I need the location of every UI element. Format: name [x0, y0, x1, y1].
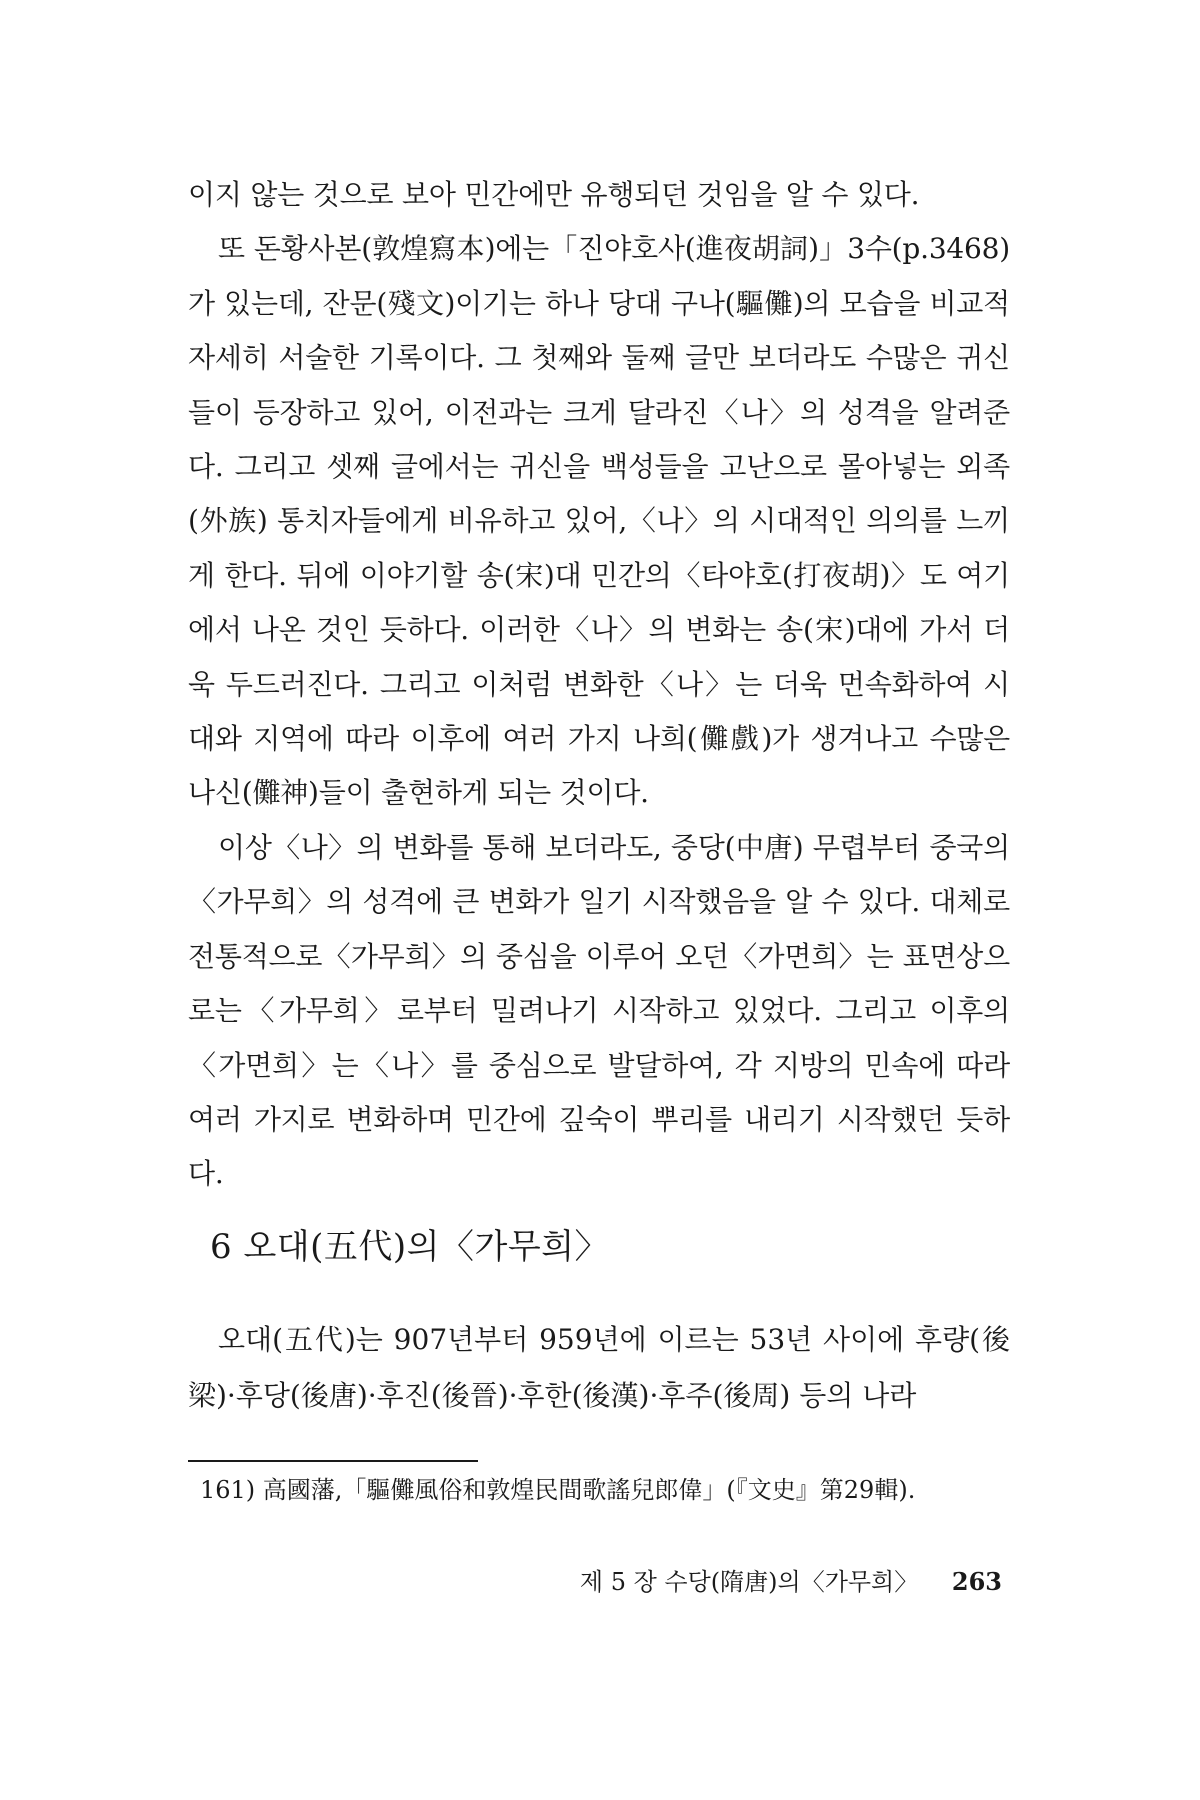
section-heading: 6 오대(五代)의〈가무희〉	[210, 1227, 610, 1267]
paragraph-summary: 이상〈나〉의 변화를 통해 보더라도, 중당(中唐) 무렵부터 중국의〈가무희〉의 성격에 큰 변화가 일기 시작했음을 알 수 있다. 대체로 전통적으로〈가무희〉의 중심을 이루어 오던〈가면희〉는 표면상으로는〈가무희〉로부터 밀려나기 시작하고 있었다. 그리고 이후의〈가면희〉는〈나〉를 중심으로 발달하여, 각 지방의 민속에 따라 여러 가지로 변화하며 민간에 깊숙이 뿌리를 내리기 시작했던 듯하다.	[188, 830, 1010, 1191]
paragraph-dunhuang: 또 돈황사본(敦煌寫本)에는「진야호사(進夜胡詞)」3수(p.3468)가 있는데, 잔문(殘文)이기는 하나 당대 구나(驅儺)의 모습을 비교적 자세히 서술한 기록이다. 그 첫째와 둘째 글만 보더라도 수많은 귀신들이 등장하고 있어, 이전과는 크게 달라진〈나〉의 성격을 알려준다. 그리고 셋째 글에서는 귀신을 백성들을 고난으로 몰아넣는 외족(外族) 통치자들에게 비유하고 있어,〈나〉의 시대적인 의의를 느끼게 한다. 뒤에 이야기할 송(宋)대 민간의〈타야호(打夜胡)〉도 여기에서 나온 것인 듯하다. 이러한〈나〉의 변화는 송(宋)대에 가서 더욱 두드러진다. 그리고 이처럼 변화한〈나〉는 더욱 먼속화하여 시대와 지역에 따라 이후에 여러 가지 나희(儺戲)가 생겨나고 수많은 나신(儺神)들이 출현하게 되는 것이다.	[188, 232, 1010, 810]
footnote-divider	[188, 1460, 478, 1462]
chapter-title: 제 5 장 수당(隋唐)의〈가무희〉	[579, 1568, 919, 1596]
paragraph-continuation: 이지 않는 것으로 보아 민간에만 유행되던 것임을 알 수 있다.	[188, 178, 920, 211]
page-number: 263	[951, 1567, 1002, 1596]
section-body	[188, 1312, 1010, 1424]
footnote: 161) 高國藩,「驅儺風俗和敦煌民間歌謠兒郎偉」(『文史』第29輯).	[200, 1476, 916, 1504]
paragraph-five-dynasties: 오대(五代)는 907년부터 959년에 이르는 53년 사이에 후량(後梁)·후당(後唐)·후진(後晉)·후한(後漢)·후주(後周) 등의 나라	[188, 1323, 1010, 1412]
body-text	[188, 168, 1010, 1202]
running-footer	[580, 1562, 1002, 1602]
